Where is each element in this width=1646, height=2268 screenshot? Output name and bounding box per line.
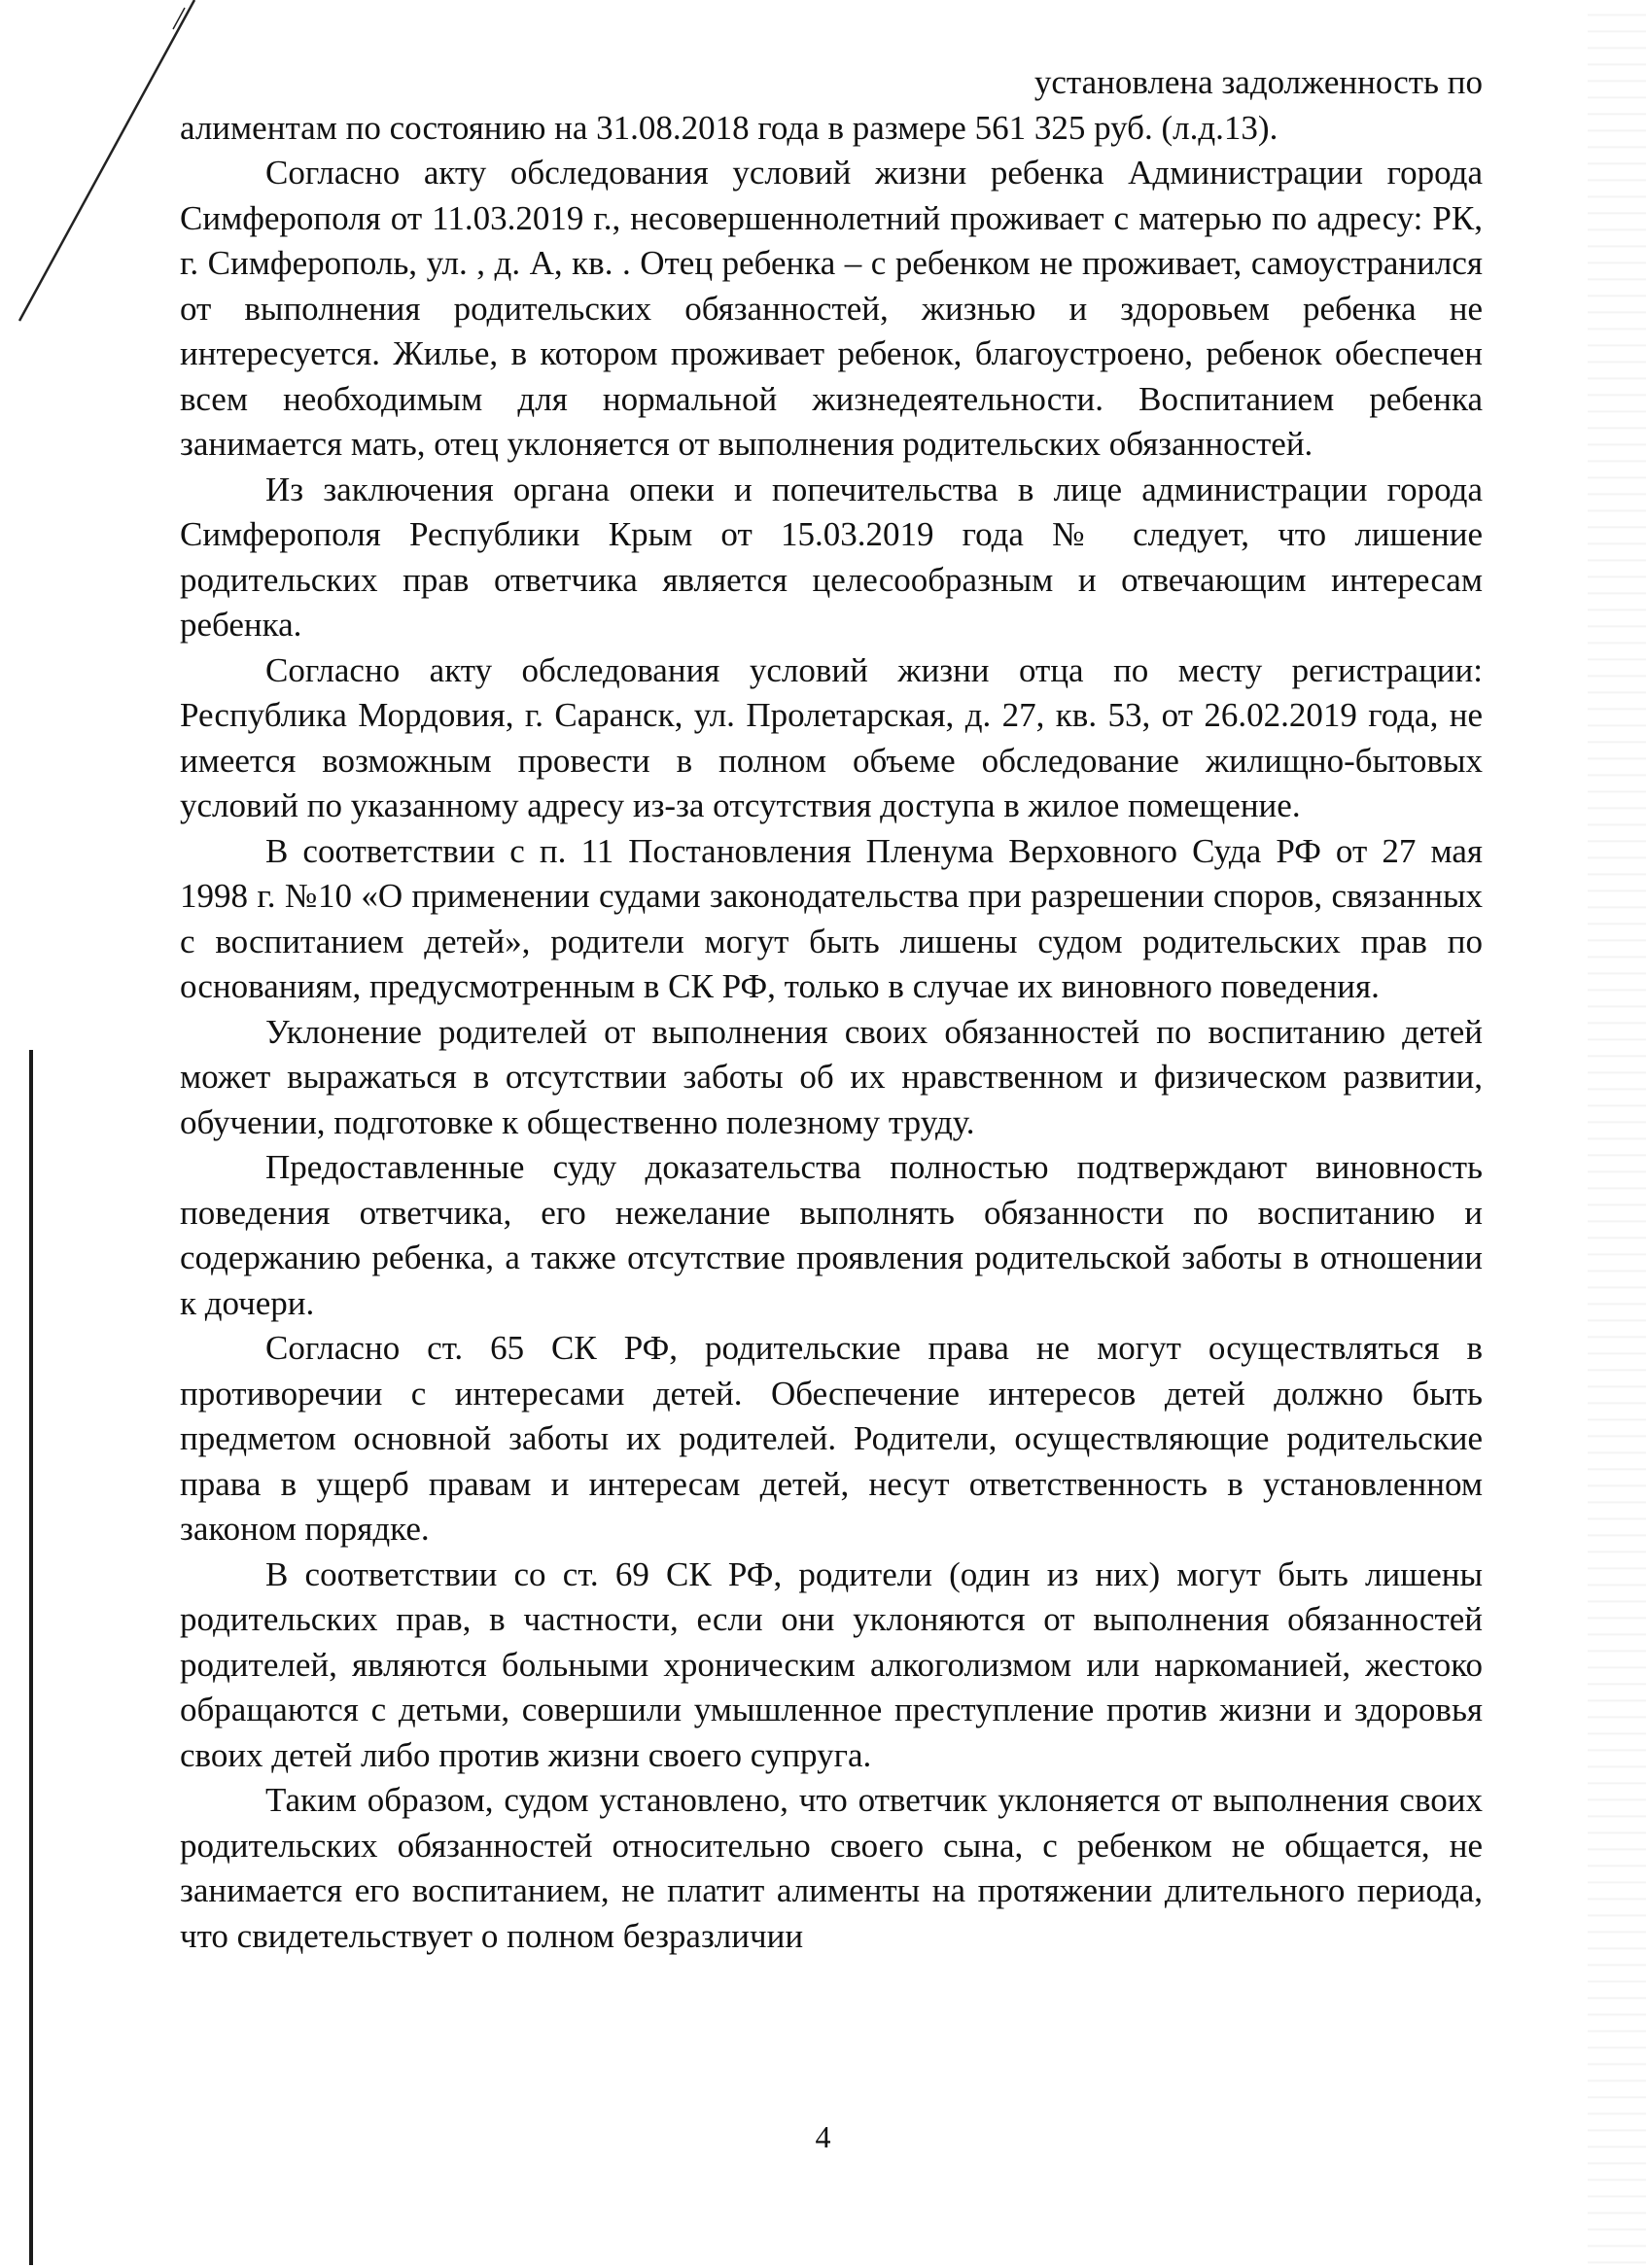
- paragraph-article-69: В соответствии со ст. 69 СК РФ, родители (один из них) могут быть лишены родительских прав, в частности, если они уклоняются от выполнения обязанностей родителей, являются больными хроническим алкоголизмом или наркоманией, жестоко обращаются с детьми, совершили умышленное преступление против жизни и здоровья своих детей либо против жизни своего супруга.: [180, 1554, 1483, 1774]
- paragraph-evasion-definition: Уклонение родителей от выполнения своих обязанностей по воспитанию детей может выражаться в отсутствии заботы об их нравственном и физическом развитии, обучении, подготовке к общественно полезному труду.: [180, 1012, 1483, 1141]
- scan-edge-noise: [1588, 0, 1646, 2268]
- page-number: 4: [815, 2119, 831, 2154]
- paragraph-guardianship-conclusion: Из заключения органа опеки и попечительства в лице администрации города Симферополя Республики Крым от 15.03.2019 года № следует, что лишение родительских прав ответчика является целесообразным и отвечающим интересам ребенка.: [180, 470, 1483, 644]
- continuation-head: установлена задолженность по: [1033, 63, 1483, 101]
- document-page: [180, 60, 1483, 1959]
- paragraph-article-65: Согласно ст. 65 СК РФ, родительские права не могут осуществляться в противоречии с интересами детей. Обеспечение интересов детей должно быть предметом основной заботы их родителей. Родители, осуществляющие родительские права в ущерб правам и интересам детей, несут ответственность в установленном законом порядке.: [180, 1329, 1483, 1548]
- paragraph-father-registration: Согласно акту обследования условий жизни отца по месту регистрации: Республика Мордовия, г. Саранск, ул. Пролетарская, д. 27, кв. 53, от 26.02.2019 года, не имеется возможным провести в полном объеме обследование жилищно-бытовых условий по указанному адресу из-за отсутствия доступа в жилое помещение.: [180, 650, 1483, 824]
- paragraph-evidence: Предоставленные суду доказательства полностью подтверждают виновность поведения ответчика, его нежелание выполнять обязанности по воспитанию и содержанию ребенка, а также отсутствие проявления родительской заботы в отношении к дочери.: [180, 1148, 1483, 1322]
- paragraph-text: алиментам по состоянию на 31.08.2018 года в размере 561 325 руб. (л.д.13).: [180, 108, 1278, 147]
- paragraph-court-finding: Таким образом, судом установлено, что ответчик уклоняется от выполнения своих родительских обязанностей относительно своего сына, с ребенком не общается, не занимается его воспитанием, не платит алименты на протяжении длительного периода, что свидетельствует о полном безразличии: [180, 1781, 1483, 1955]
- scan-edge-shadow: [29, 1050, 33, 2265]
- paragraph-child-living-conditions: Согласно акту обследования условий жизни ребенка Администрации города Симферополя от 11.03.2019 г., несовершеннолетний проживает с матерью по адресу: РК, г. Симферополь, ул. , д. А, кв. . Отец ребенка – с ребенком не проживает, самоустранился от выполнения родительских обязанностей, жизнью и здоровьем ребенка не интересуется. Жилье, в котором проживает ребенок, благоустроено, ребенок обеспечен всем необходимым для нормальной жизнедеятельности. Воспитанием ребенка занимается мать, отец уклоняется от выполнения родительских обязанностей.: [180, 154, 1483, 463]
- paragraph-continuation: [180, 60, 1483, 151]
- paragraph-plenum-resolution: В соответствии с п. 11 Постановления Пленума Верховного Суда РФ от 27 мая 1998 г. №10 «О применении судами законодательства при разрешении споров, связанных с воспитанием детей», родители могут быть лишены судом родительских прав по основаниям, предусмотренным в СК РФ, только в случае их виновного поведения.: [180, 831, 1483, 1005]
